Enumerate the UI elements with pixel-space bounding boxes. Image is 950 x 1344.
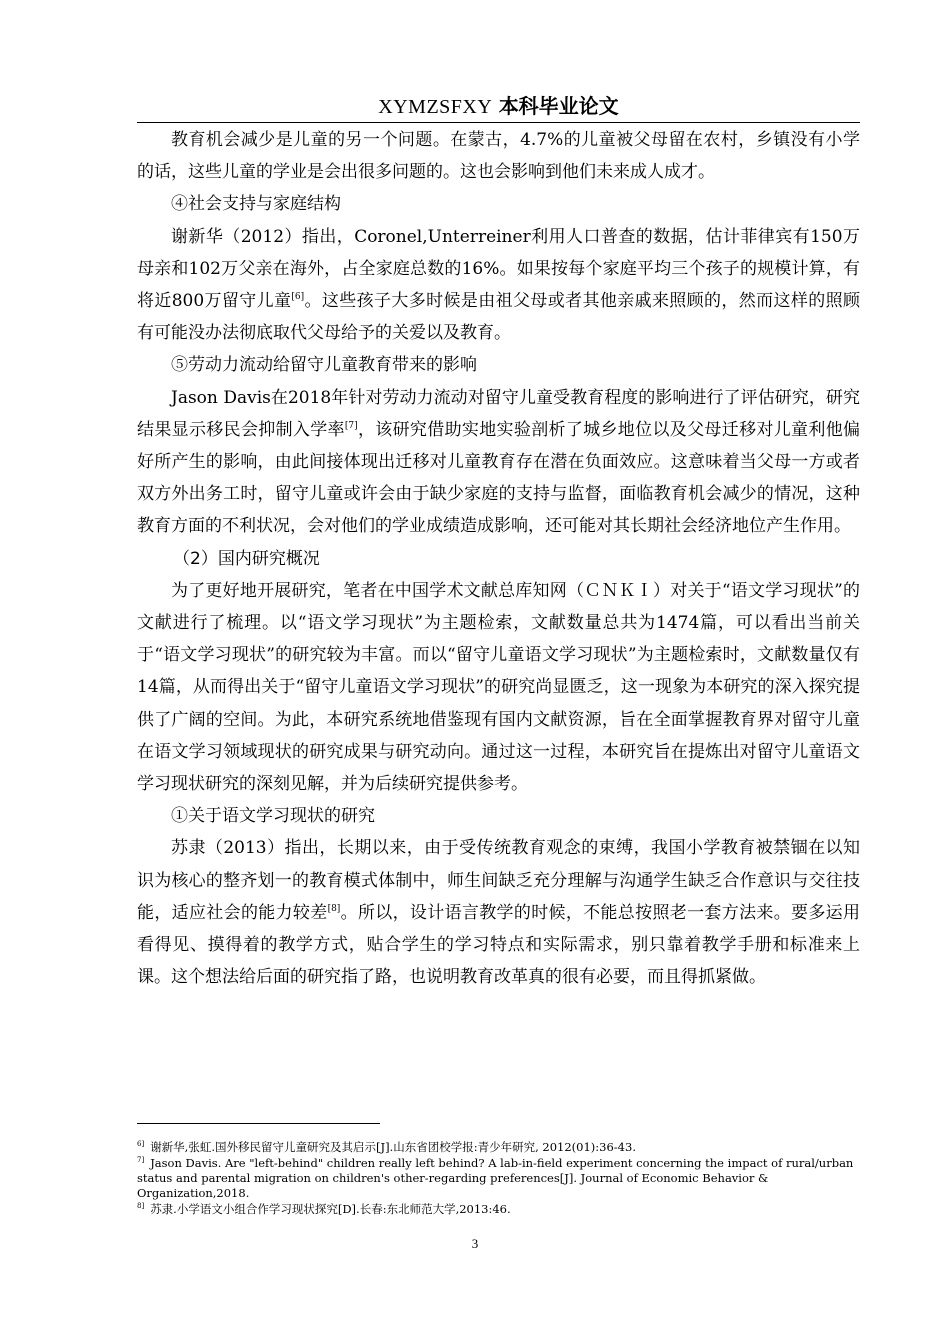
footnote-mark: 6]	[137, 1140, 145, 1148]
paragraph	[137, 382, 860, 543]
body-text	[137, 124, 860, 993]
paragraph	[137, 221, 860, 350]
footnote	[137, 1156, 860, 1201]
footnote-separator	[137, 1123, 380, 1124]
paragraph: ⑤劳动力流动给留守儿童教育带来的影响	[171, 355, 477, 376]
paragraph-text: 谢新华（2012）指出，Coronel,Unterreiner利用人口普查的数据，估计菲律宾有150万母亲和102万父亲在海外，占全家庭总数的16%。如果按每个家庭平均三个孩子的规模计算，有将近800万留守儿童	[137, 226, 860, 312]
citation-ref: [6]	[291, 292, 305, 303]
citation-ref: [7]	[344, 420, 358, 431]
running-header	[137, 92, 860, 121]
section-heading: （2）国内研究概况	[173, 548, 320, 569]
footnote-text: Jason Davis. Are "left-behind" children really left behind? A lab-in-field experiment concerning the impact of rural/urban status and parental migration on children's other-regarding preferences[J]. Journal of Economic Behavior & Organization,2018.	[137, 1156, 854, 1200]
paragraph	[137, 832, 860, 993]
paragraph: 为了更好地开展研究，笔者在中国学术文献总库知网（ＣＮＫＩ）对关于“语文学习现状”的文献进行了梳理。以“语文学习现状”为主题检索，文献数量总共为1474篇，可以看出当前关于“语文学习现状”的研究较为丰富。而以“留守儿童语文学习现状”为主题检索时，文献数量仅有14篇，从而得出关于“留守儿童语文学习现状”的研究尚显匮乏，这一现象为本研究的深入探究提供了广阔的空间。为此，本研究系统地借鉴现有国内文献资源，旨在全面掌握教育界对留守儿童在语文学习领域现状的研究成果与研究动向。通过这一过程，本研究旨在提炼出对留守儿童语文学习现状研究的深刻见解，并为后续研究提供参考。	[137, 580, 860, 795]
footnote-mark: 7]	[137, 1156, 145, 1164]
paragraph: ④社会支持与家庭结构	[171, 194, 341, 215]
footnote-text: 谢新华,张虹.国外移民留守儿童研究及其启示[J].山东省团校学报:青少年研究, 2012(01):36-43.	[150, 1140, 636, 1154]
footnote	[137, 1140, 860, 1155]
footnotes	[137, 1140, 860, 1218]
header-label: 本科毕业论文	[498, 94, 619, 118]
paragraph: 教育机会减少是儿童的另一个问题。在蒙古，4.7%的儿童被父母留在农村，乡镇没有小学的话，这些儿童的学业是会出很多问题的。这也会影响到他们未来成人成才。	[137, 130, 860, 183]
paragraph-text: ，该研究借助实地实验剖析了城乡地位以及父母迁移对儿童利他偏好所产生的影响，由此间接体现出迁移对儿童教育存在潜在负面效应。这意味着当父母一方或者双方外出务工时，留守儿童或许会由于缺少家庭的支持与监督，面临教育机会减少的情况，这种教育方面的不利状况，会对他们的学业成绩造成影响，还可能对其长期社会经济地位产生作用。	[137, 419, 861, 537]
footnote	[137, 1202, 860, 1217]
page-number: 3	[471, 1236, 479, 1251]
paragraph-text: 。这些孩子大多时候是由祖父母或者其他亲戚来照顾的，然而这样的照顾有可能没办法彻底取代父母给予的关爱以及教育。	[137, 291, 861, 344]
paragraph-text: 。所以，设计语言教学的时候，不能总按照老一套方法来。要多运用看得见、摸得着的教学方式，贴合学生的学习特点和实际需求，别只靠着教学手册和标准来上课。这个想法给后面的研究指了路，也说明教育改革真的很有必要，而且得抓紧做。	[137, 902, 861, 988]
header-code: XYMZSFXY	[378, 96, 493, 118]
paragraph: ①关于语文学习现状的研究	[171, 806, 375, 827]
footnote-mark: 8]	[137, 1202, 145, 1210]
paragraph-text: 苏隶（2013）指出，长期以来，由于受传统教育观念的束缚，我国小学教育被禁锢在以知识为核心的整齐划一的教育模式体制中，师生间缺乏充分理解与沟通学生缺乏合作意识与交往技能，适应社会的能力较差	[137, 838, 860, 923]
footnote-text: 苏隶.小学语文小组合作学习现状探究[D].长春:东北师范大学,2013:46.	[150, 1202, 511, 1216]
citation-ref: [8]	[327, 903, 341, 914]
paragraph-text: Jason Davis在2018年针对劳动力流动对留守儿童受教育程度的影响进行了评估研究，研究结果显示移民会抑制入学率	[137, 387, 860, 440]
header-rule	[137, 122, 860, 123]
